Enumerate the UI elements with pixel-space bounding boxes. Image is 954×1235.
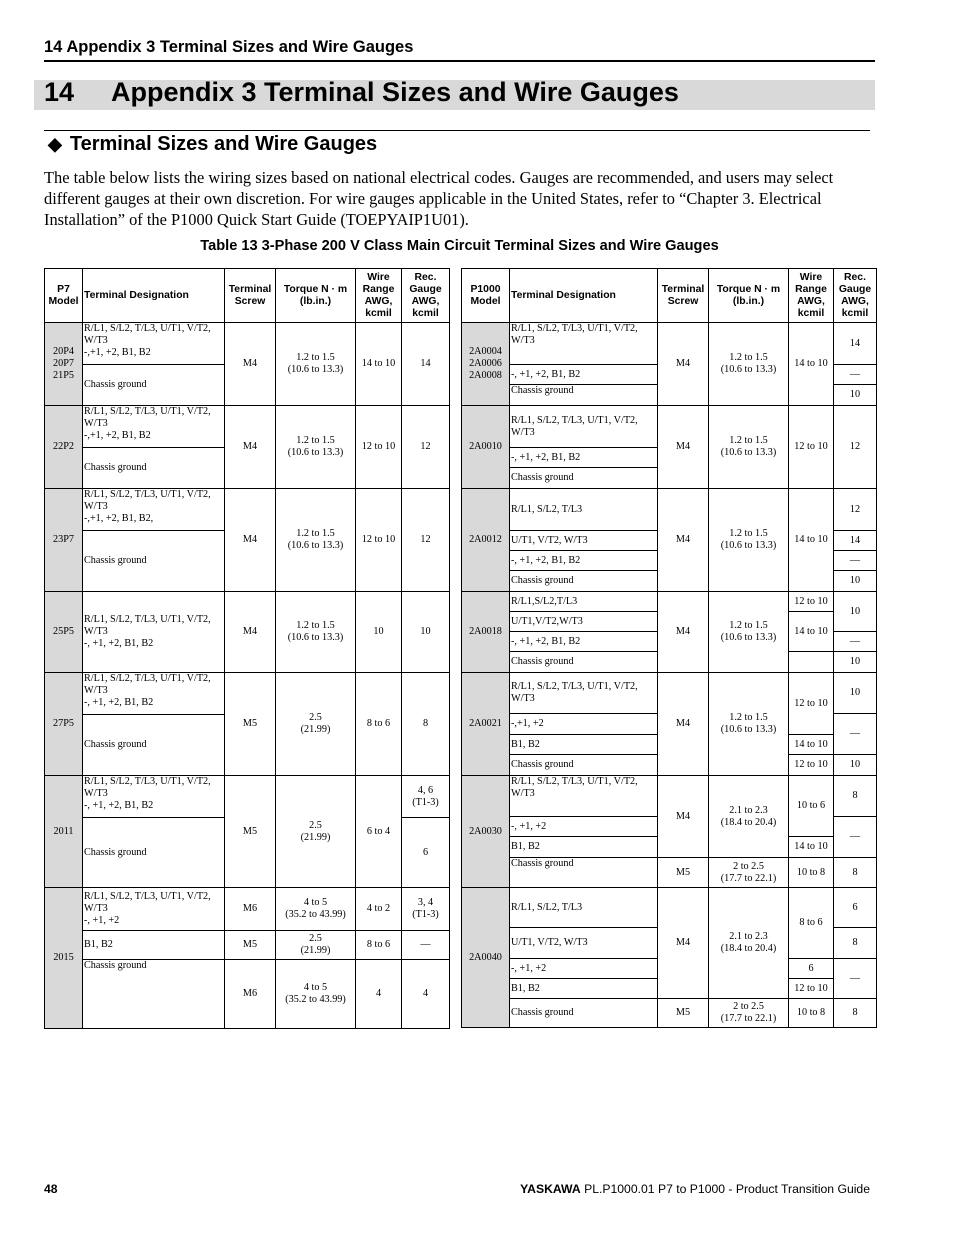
rec-gauge-cell: — xyxy=(834,551,877,571)
section-title xyxy=(48,133,377,156)
screw-cell: M4 xyxy=(225,323,276,406)
designation-cell: -, +1, +2, B1, B2 xyxy=(510,551,658,571)
designation-cell: R/L1, S/L2, T/L3, U/T1, V/T2, W/T3 -, +1, +2, B1, B2 xyxy=(83,592,225,673)
table-row xyxy=(45,776,450,818)
table-caption: Table 13 3-Phase 200 V Class Main Circuit Terminal Sizes and Wire Gauges xyxy=(200,238,719,254)
wire-range-cell: 8 to 6 xyxy=(356,931,402,960)
screw-cell: M4 xyxy=(658,323,709,406)
col-header-model: P1000 Model xyxy=(462,269,510,323)
wire-range-cell: 8 to 6 xyxy=(356,673,402,776)
model-cell: 2A0004 2A0006 2A0008 xyxy=(462,323,510,406)
designation-cell: R/L1, S/L2, T/L3, U/T1, V/T2, W/T3 xyxy=(510,673,658,714)
rec-gauge-cell: 8 xyxy=(402,673,450,776)
model-cell: 2A0021 xyxy=(462,673,510,776)
table-row xyxy=(45,489,450,531)
rec-gauge-cell: — xyxy=(834,365,877,385)
wire-range-cell: 4 to 2 xyxy=(356,888,402,931)
rec-gauge-cell: 8 xyxy=(834,776,877,817)
torque-cell: 2.5 (21.99) xyxy=(276,776,356,888)
table-row xyxy=(45,931,450,960)
designation-cell: R/L1, S/L2, T/L3, U/T1, V/T2, W/T3 xyxy=(510,323,658,365)
designation-cell: Chassis ground xyxy=(510,468,658,489)
screw-cell: M5 xyxy=(658,858,709,888)
rec-gauge-cell: 10 xyxy=(834,571,877,592)
screw-cell: M4 xyxy=(225,406,276,489)
torque-cell: 1.2 to 1.5 (10.6 to 13.3) xyxy=(709,323,789,406)
rec-gauge-cell: 4, 6 (T1-3) xyxy=(402,776,450,818)
designation-cell: Chassis ground xyxy=(83,960,225,1029)
designation-cell: R/L1, S/L2, T/L3, U/T1, V/T2, W/T3 xyxy=(510,776,658,817)
page-number: 48 xyxy=(44,1182,58,1196)
footer-title-text: PL.P1000.01 P7 to P1000 - Product Transition Guide xyxy=(584,1182,870,1196)
model-cell: 2A0030 xyxy=(462,776,510,888)
model-cell: 20P4 20P7 21P5 xyxy=(45,323,83,406)
rec-gauge-cell: 6 xyxy=(834,888,877,928)
footer-brand: YASKAWA xyxy=(520,1182,581,1196)
wire-range-cell: 14 to 10 xyxy=(789,735,834,755)
torque-cell: 2.5 (21.99) xyxy=(276,673,356,776)
footer-doc-title xyxy=(520,1182,870,1196)
designation-cell: Chassis ground xyxy=(510,858,658,888)
designation-cell: -, +1, +2 xyxy=(510,817,658,837)
rec-gauge-cell: 14 xyxy=(402,323,450,406)
rec-gauge-cell: — xyxy=(834,632,877,652)
torque-cell: 1.2 to 1.5 (10.6 to 13.3) xyxy=(709,673,789,776)
screw-cell: M4 xyxy=(225,489,276,592)
wire-range-cell: 14 to 10 xyxy=(789,489,834,592)
table-header-row xyxy=(462,269,877,323)
chapter-number: 14 xyxy=(44,77,75,107)
screw-cell: M5 xyxy=(225,776,276,888)
torque-cell: 2.5 (21.99) xyxy=(276,931,356,960)
screw-cell: M5 xyxy=(225,673,276,776)
designation-cell: R/L1, S/L2, T/L3, U/T1, V/T2, W/T3 -, +1, +2, B1, B2 xyxy=(83,776,225,818)
designation-cell: B1, B2 xyxy=(83,931,225,960)
col-header-rec-gauge: Rec. Gauge AWG, kcmil xyxy=(402,269,450,323)
wire-range-cell: 4 xyxy=(356,960,402,1029)
rec-gauge-cell: 10 xyxy=(834,673,877,714)
rec-gauge-cell: 3, 4 (T1-3) xyxy=(402,888,450,931)
torque-cell: 2 to 2.5 (17.7 to 22.1) xyxy=(709,999,789,1028)
wire-range-cell: 8 to 6 xyxy=(789,888,834,959)
wire-range-cell: 10 xyxy=(356,592,402,673)
model-cell: 2015 xyxy=(45,888,83,1029)
model-cell: 27P5 xyxy=(45,673,83,776)
rec-gauge-cell: 14 xyxy=(834,531,877,551)
table-row xyxy=(462,999,877,1028)
wire-range-cell xyxy=(789,652,834,673)
wire-range-cell: 12 to 10 xyxy=(356,489,402,592)
col-header-screw: Terminal Screw xyxy=(225,269,276,323)
table-row xyxy=(462,888,877,928)
rec-gauge-cell: 12 xyxy=(402,489,450,592)
designation-cell: B1, B2 xyxy=(510,735,658,755)
wire-range-cell: 12 to 10 xyxy=(789,673,834,735)
designation-cell: Chassis ground xyxy=(510,999,658,1028)
designation-cell: Chassis ground xyxy=(83,531,225,592)
model-cell: 23P7 xyxy=(45,489,83,592)
designation-cell: B1, B2 xyxy=(510,837,658,858)
screw-cell: M4 xyxy=(658,406,709,489)
wire-range-cell: 6 to 4 xyxy=(356,776,402,888)
designation-cell: B1, B2 xyxy=(510,979,658,999)
wire-range-cell: 10 to 8 xyxy=(789,999,834,1028)
p7-terminal-table xyxy=(44,268,450,1029)
designation-cell: R/L1, S/L2, T/L3, U/T1, V/T2, W/T3 -,+1, +2, B1, B2 xyxy=(83,323,225,365)
screw-cell: M4 xyxy=(658,592,709,673)
header-rule xyxy=(44,60,875,62)
rec-gauge-cell: 12 xyxy=(834,489,877,531)
wire-range-cell: 6 xyxy=(789,959,834,979)
torque-cell: 1.2 to 1.5 (10.6 to 13.3) xyxy=(709,489,789,592)
rec-gauge-cell: 12 xyxy=(402,406,450,489)
table-row xyxy=(45,323,450,365)
model-cell: 2A0018 xyxy=(462,592,510,673)
torque-cell: 1.2 to 1.5 (10.6 to 13.3) xyxy=(709,592,789,673)
model-cell: 2A0012 xyxy=(462,489,510,592)
rec-gauge-cell: — xyxy=(834,817,877,858)
screw-cell: M6 xyxy=(225,960,276,1029)
torque-cell: 1.2 to 1.5 (10.6 to 13.3) xyxy=(276,489,356,592)
screw-cell: M4 xyxy=(658,776,709,858)
rec-gauge-cell: — xyxy=(402,931,450,960)
designation-cell: -, +1, +2, B1, B2 xyxy=(510,365,658,385)
wire-range-cell: 12 to 10 xyxy=(789,406,834,489)
rec-gauge-cell: 12 xyxy=(834,406,877,489)
chapter-title-text: Appendix 3 Terminal Sizes and Wire Gauges xyxy=(111,77,679,107)
designation-cell: R/L1, S/L2, T/L3, U/T1, V/T2, W/T3 xyxy=(510,406,658,448)
rec-gauge-cell: 8 xyxy=(834,928,877,959)
col-header-designation: Terminal Designation xyxy=(510,269,658,323)
rec-gauge-cell: 6 xyxy=(402,818,450,888)
designation-cell: Chassis ground xyxy=(83,818,225,888)
designation-cell: Chassis ground xyxy=(510,652,658,673)
table-header-row xyxy=(45,269,450,323)
col-header-torque: Torque N · m (lb.in.) xyxy=(709,269,789,323)
col-header-model: P7 Model xyxy=(45,269,83,323)
designation-cell: Chassis ground xyxy=(510,385,658,406)
p1000-terminal-table xyxy=(461,268,877,1028)
designation-cell: -,+1, +2 xyxy=(510,714,658,735)
rec-gauge-cell: 10 xyxy=(834,755,877,776)
designation-cell: Chassis ground xyxy=(83,448,225,489)
designation-cell: Chassis ground xyxy=(83,365,225,406)
intro-paragraph: The table below lists the wiring sizes based on national electrical codes. Gauges are recommended, and users may select different gauges at their own discretion. For wire gauges applicable in the United States, refer to “Chapter 3. Electrical Installation” of the P1000 Quick Start Guide (TOEPYAIP1U01). xyxy=(44,168,834,229)
designation-cell: U/T1, V/T2, W/T3 xyxy=(510,928,658,959)
designation-cell: R/L1, S/L2, T/L3, U/T1, V/T2, W/T3 -, +1, +2, B1, B2 xyxy=(83,673,225,715)
table-row xyxy=(45,406,450,448)
torque-cell: 2.1 to 2.3 (18.4 to 20.4) xyxy=(709,888,789,999)
col-header-wire-range: Wire Range AWG, kcmil xyxy=(789,269,834,323)
table-row xyxy=(462,858,877,888)
col-header-wire-range: Wire Range AWG, kcmil xyxy=(356,269,402,323)
rec-gauge-cell: 8 xyxy=(834,858,877,888)
wire-range-cell: 14 to 10 xyxy=(789,323,834,406)
table-row xyxy=(462,323,877,365)
rec-gauge-cell: 4 xyxy=(402,960,450,1029)
designation-cell: R/L1, S/L2, T/L3 xyxy=(510,489,658,531)
rec-gauge-cell: 8 xyxy=(834,999,877,1028)
running-header: 14 Appendix 3 Terminal Sizes and Wire Gauges xyxy=(44,38,414,56)
section-title-text: Terminal Sizes and Wire Gauges xyxy=(69,133,378,155)
screw-cell: M4 xyxy=(225,592,276,673)
torque-cell: 4 to 5 (35.2 to 43.99) xyxy=(276,888,356,931)
col-header-designation: Terminal Designation xyxy=(83,269,225,323)
designation-cell: R/L1, S/L2, T/L3, U/T1, V/T2, W/T3 -,+1, +2, B1, B2 xyxy=(83,406,225,448)
model-cell: 2011 xyxy=(45,776,83,888)
wire-range-cell: 12 to 10 xyxy=(789,979,834,999)
model-cell: 2A0010 xyxy=(462,406,510,489)
col-header-screw: Terminal Screw xyxy=(658,269,709,323)
rec-gauge-cell: — xyxy=(834,959,877,999)
table-row xyxy=(462,673,877,714)
designation-cell: R/L1, S/L2, T/L3, U/T1, V/T2, W/T3 -,+1, +2, B1, B2, xyxy=(83,489,225,531)
designation-cell: -, +1, +2 xyxy=(510,959,658,979)
designation-cell: Chassis ground xyxy=(510,571,658,592)
screw-cell: M5 xyxy=(658,999,709,1028)
rec-gauge-cell: 10 xyxy=(834,592,877,632)
wire-range-cell: 12 to 10 xyxy=(356,406,402,489)
col-header-rec-gauge: Rec. Gauge AWG, kcmil xyxy=(834,269,877,323)
rec-gauge-cell: — xyxy=(834,714,877,755)
torque-cell: 1.2 to 1.5 (10.6 to 13.3) xyxy=(709,406,789,489)
designation-cell: R/L1, S/L2, T/L3 xyxy=(510,888,658,928)
designation-cell: R/L1, S/L2, T/L3, U/T1, V/T2, W/T3 -, +1, +2 xyxy=(83,888,225,931)
wire-range-cell: 12 to 10 xyxy=(789,592,834,612)
designation-cell: R/L1,S/L2,T/L3 xyxy=(510,592,658,612)
wire-range-cell: 14 to 10 xyxy=(789,837,834,858)
table-row xyxy=(462,592,877,612)
chapter-title xyxy=(44,77,679,108)
screw-cell: M4 xyxy=(658,888,709,999)
model-cell: 2A0040 xyxy=(462,888,510,1028)
rec-gauge-cell: 10 xyxy=(834,385,877,406)
model-cell: 25P5 xyxy=(45,592,83,673)
wire-range-cell: 10 to 8 xyxy=(789,858,834,888)
designation-cell: U/T1,V/T2,W/T3 xyxy=(510,612,658,632)
designation-cell: U/T1, V/T2, W/T3 xyxy=(510,531,658,551)
torque-cell: 2.1 to 2.3 (18.4 to 20.4) xyxy=(709,776,789,858)
table-row xyxy=(45,888,450,931)
designation-cell: -, +1, +2, B1, B2 xyxy=(510,448,658,468)
col-header-torque: Torque N · m (lb.in.) xyxy=(276,269,356,323)
rec-gauge-cell: 10 xyxy=(834,652,877,673)
screw-cell: M4 xyxy=(658,673,709,776)
rec-gauge-cell: 14 xyxy=(834,323,877,365)
table-row xyxy=(45,960,450,1029)
section-rule xyxy=(44,130,870,131)
table-row xyxy=(45,673,450,715)
wire-range-cell: 12 to 10 xyxy=(789,755,834,776)
table-row xyxy=(462,776,877,817)
screw-cell: M6 xyxy=(225,888,276,931)
torque-cell: 1.2 to 1.5 (10.6 to 13.3) xyxy=(276,592,356,673)
table-row xyxy=(45,592,450,673)
wire-range-cell: 10 to 6 xyxy=(789,776,834,837)
model-cell: 22P2 xyxy=(45,406,83,489)
screw-cell: M5 xyxy=(225,931,276,960)
diamond-bullet-icon: ◆ xyxy=(48,134,62,154)
wire-range-cell: 14 to 10 xyxy=(789,612,834,652)
wire-range-cell: 14 to 10 xyxy=(356,323,402,406)
torque-cell: 1.2 to 1.5 (10.6 to 13.3) xyxy=(276,406,356,489)
table-row xyxy=(462,489,877,531)
rec-gauge-cell: 10 xyxy=(402,592,450,673)
torque-cell: 1.2 to 1.5 (10.6 to 13.3) xyxy=(276,323,356,406)
torque-cell: 4 to 5 (35.2 to 43.99) xyxy=(276,960,356,1029)
designation-cell: Chassis ground xyxy=(510,755,658,776)
torque-cell: 2 to 2.5 (17.7 to 22.1) xyxy=(709,858,789,888)
designation-cell: -, +1, +2, B1, B2 xyxy=(510,632,658,652)
designation-cell: Chassis ground xyxy=(83,715,225,776)
screw-cell: M4 xyxy=(658,489,709,592)
table-row xyxy=(462,406,877,448)
